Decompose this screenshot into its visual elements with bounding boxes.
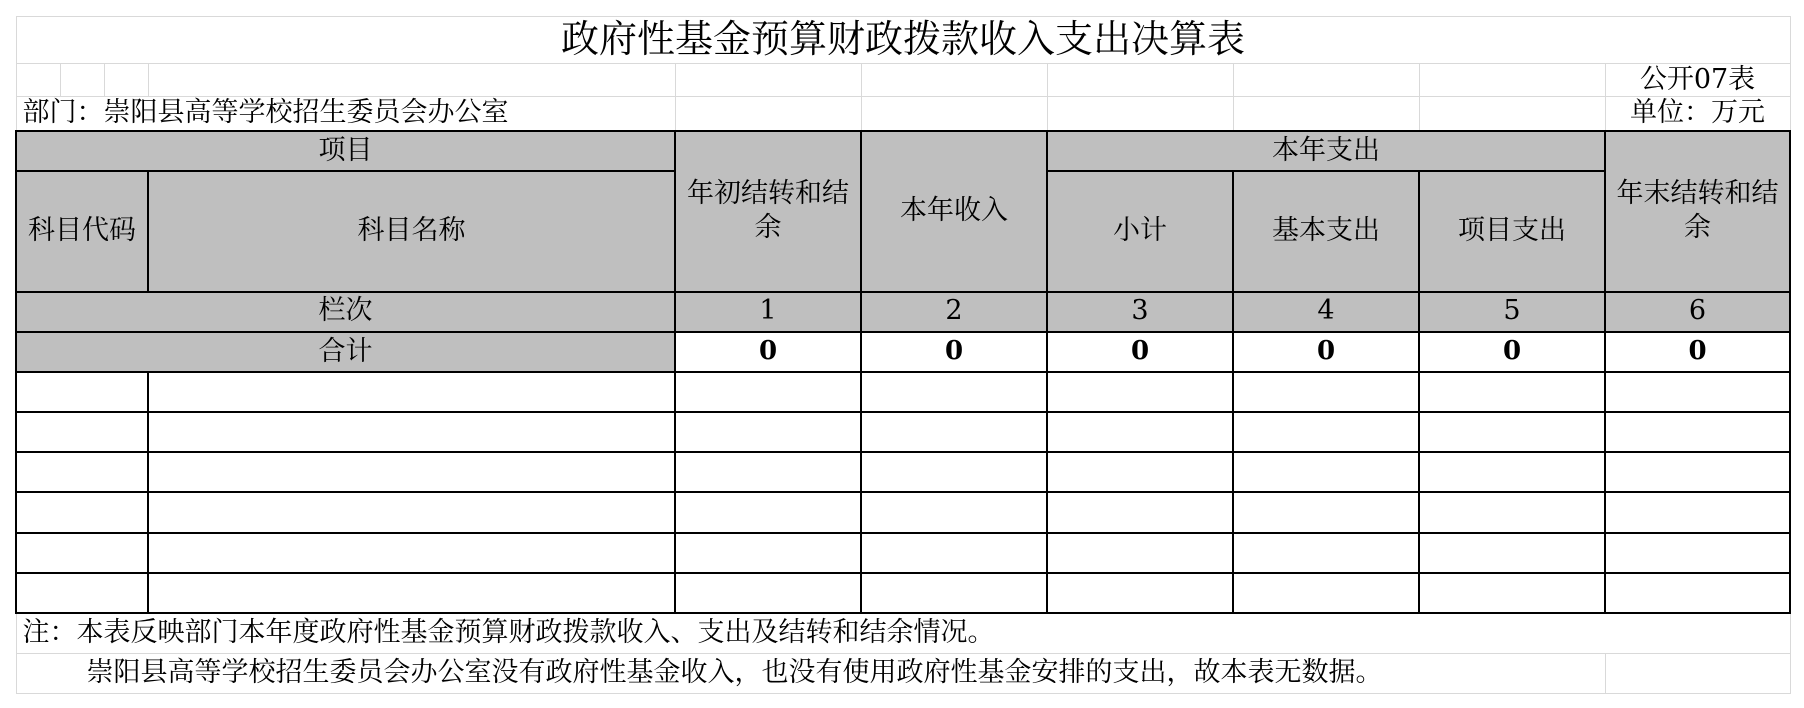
empty-cell xyxy=(675,452,861,492)
empty-cell xyxy=(861,412,1047,452)
empty-cell xyxy=(861,452,1047,492)
table-title: 政府性基金预算财政拨款收入支出决算表 xyxy=(16,17,1790,64)
empty-cell xyxy=(148,412,675,452)
empty-cell xyxy=(148,573,675,613)
header-subtotal: 小计 xyxy=(1047,171,1233,292)
total-value: 0 xyxy=(1047,332,1233,372)
grid-cell xyxy=(1047,63,1233,97)
empty-cell xyxy=(1047,412,1233,452)
empty-cell xyxy=(16,573,148,613)
total-value: 0 xyxy=(1605,332,1790,372)
table-row xyxy=(16,533,1790,573)
column-number: 3 xyxy=(1047,292,1233,332)
header-project: 项目支出 xyxy=(1419,171,1605,292)
empty-cell xyxy=(675,533,861,573)
empty-cell xyxy=(1233,452,1419,492)
empty-cell xyxy=(1605,492,1790,532)
header-carryover-end: 年末结转和结余 xyxy=(1605,131,1790,292)
empty-cell xyxy=(1047,573,1233,613)
empty-cell xyxy=(1419,372,1605,412)
empty-cell xyxy=(1419,492,1605,532)
empty-cell xyxy=(1047,492,1233,532)
empty-cell xyxy=(1233,412,1419,452)
empty-cell xyxy=(1233,533,1419,573)
header-income: 本年收入 xyxy=(861,131,1047,292)
empty-cell xyxy=(16,533,148,573)
empty-cell xyxy=(1605,412,1790,452)
empty-cell xyxy=(16,452,148,492)
empty-cell xyxy=(1605,573,1790,613)
empty-cell xyxy=(1419,412,1605,452)
empty-cell xyxy=(861,533,1047,573)
note-line: 注：本表反映部门本年度政府性基金预算财政拨款收入、支出及结转和结余情况。 xyxy=(16,613,1790,653)
total-value: 0 xyxy=(1233,332,1419,372)
total-value: 0 xyxy=(1419,332,1605,372)
grid-cell xyxy=(1419,63,1605,97)
column-number: 5 xyxy=(1419,292,1605,332)
grid-cell xyxy=(104,63,148,97)
note-line: 崇阳县高等学校招生委员会办公室没有政府性基金收入，也没有使用政府性基金安排的支出，故本表无数据。 xyxy=(16,653,1605,693)
empty-cell xyxy=(16,492,148,532)
empty-cell xyxy=(1047,372,1233,412)
empty-cell xyxy=(675,573,861,613)
table-row xyxy=(16,573,1790,613)
grid-cell xyxy=(861,97,1047,131)
empty-cell xyxy=(1419,573,1605,613)
column-number: 6 xyxy=(1605,292,1790,332)
empty-cell xyxy=(1047,533,1233,573)
grid-cell xyxy=(675,63,861,97)
table-row xyxy=(16,452,1790,492)
empty-cell xyxy=(148,533,675,573)
column-number: 4 xyxy=(1233,292,1419,332)
header-name: 科目名称 xyxy=(148,171,675,292)
empty-cell xyxy=(861,573,1047,613)
empty-cell xyxy=(1605,452,1790,492)
grid-cell xyxy=(16,63,60,97)
table-row xyxy=(16,492,1790,532)
empty-cell xyxy=(1605,372,1790,412)
form-number: 公开07表 xyxy=(1605,63,1790,97)
grid-cell xyxy=(1419,97,1605,131)
column-number: 2 xyxy=(861,292,1047,332)
empty-cell xyxy=(675,412,861,452)
empty-cell xyxy=(16,372,148,412)
header-code: 科目代码 xyxy=(16,171,148,292)
empty-cell xyxy=(1419,452,1605,492)
empty-cell xyxy=(148,452,675,492)
grid-cell xyxy=(148,63,675,97)
header-expenditure: 本年支出 xyxy=(1047,131,1605,171)
empty-cell xyxy=(675,372,861,412)
empty-cell xyxy=(1605,533,1790,573)
empty-cell xyxy=(148,372,675,412)
header-basic: 基本支出 xyxy=(1233,171,1419,292)
empty-cell xyxy=(1233,492,1419,532)
header-carryover-begin: 年初结转和结余 xyxy=(675,131,861,292)
budget-table xyxy=(15,16,1791,694)
column-number-label: 栏次 xyxy=(16,292,675,332)
column-number: 1 xyxy=(675,292,861,332)
empty-cell xyxy=(1233,573,1419,613)
empty-cell xyxy=(675,492,861,532)
empty-cell xyxy=(861,372,1047,412)
total-label: 合计 xyxy=(16,332,675,372)
department-label: 部门：崇阳县高等学校招生委员会办公室 xyxy=(16,97,675,131)
grid-cell xyxy=(1047,97,1233,131)
grid-cell xyxy=(1233,97,1419,131)
empty-cell xyxy=(1419,533,1605,573)
unit-label: 单位：万元 xyxy=(1605,97,1790,131)
empty-cell xyxy=(1047,452,1233,492)
grid-cell xyxy=(1605,653,1790,693)
table-row xyxy=(16,412,1790,452)
empty-cell xyxy=(148,492,675,532)
empty-cell xyxy=(16,412,148,452)
grid-cell xyxy=(60,63,104,97)
total-value: 0 xyxy=(861,332,1047,372)
empty-cell xyxy=(1233,372,1419,412)
total-value: 0 xyxy=(675,332,861,372)
grid-cell xyxy=(1233,63,1419,97)
header-item: 项目 xyxy=(16,131,675,171)
empty-cell xyxy=(861,492,1047,532)
grid-cell xyxy=(861,63,1047,97)
grid-cell xyxy=(675,97,861,131)
table-row xyxy=(16,372,1790,412)
